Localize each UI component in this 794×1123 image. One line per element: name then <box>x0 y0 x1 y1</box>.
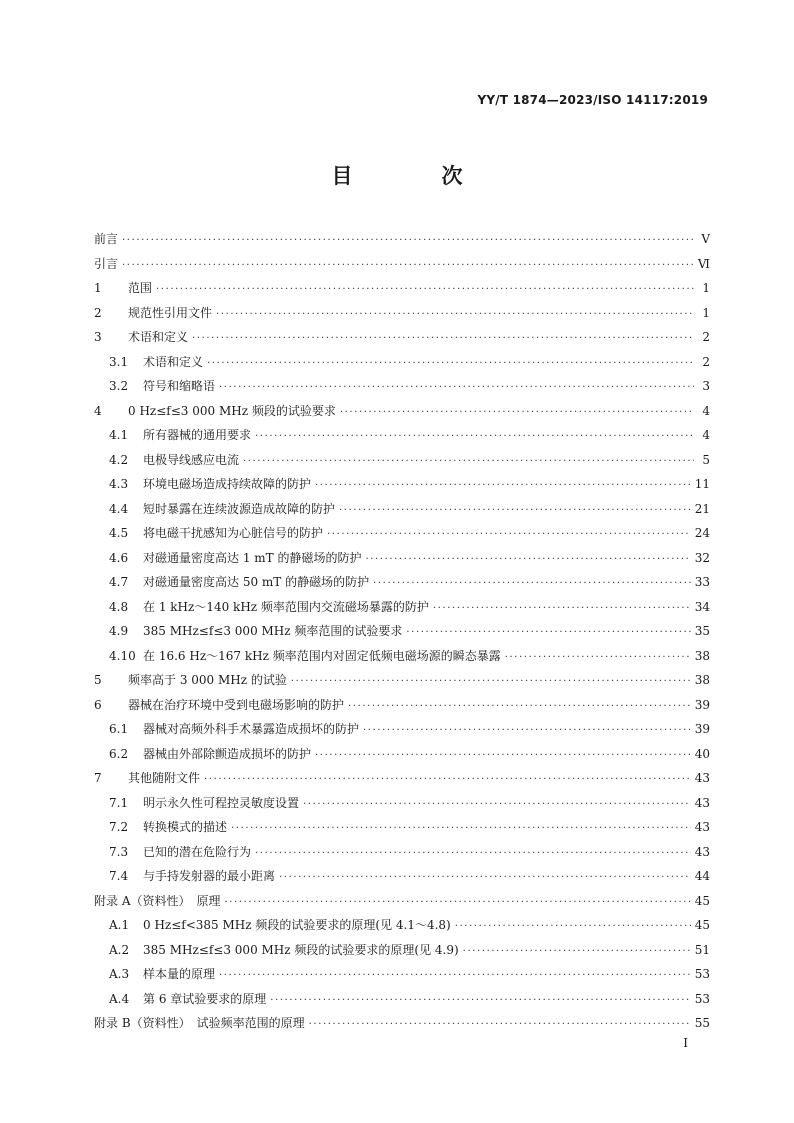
toc-entry-page: 40 <box>694 746 710 761</box>
toc-entry-page: 24 <box>694 526 710 540</box>
toc-entry-page: 35 <box>694 624 710 638</box>
toc-entry-title: 频率高于 3 000 MHz 的试验 <box>128 673 287 687</box>
toc-entry-number: 5 <box>94 673 102 687</box>
toc-leader-dots <box>309 1013 691 1038</box>
toc-entry-page: 43 <box>694 820 710 834</box>
toc-leader-dots <box>255 425 694 450</box>
toc-entry-page: 39 <box>694 697 710 712</box>
toc-leader-dots <box>122 229 694 254</box>
toc-entry-title: 器械对高频外科手术暴露造成损坏的防护 <box>143 722 360 736</box>
toc-entry[interactable] <box>94 913 710 938</box>
toc-entry-title: 环境电磁场造成持续故障的防护 <box>143 477 312 491</box>
toc-entry-title: 所有器械的通用要求 <box>143 428 252 442</box>
toc-entry[interactable] <box>94 864 710 889</box>
toc-leader-dots <box>156 278 694 303</box>
toc-entry-title: 对磁通量密度高达 1 mT 的静磁场的防护 <box>143 550 362 565</box>
toc-entry-number: 7.1 <box>109 795 129 810</box>
toc-entry-number: 4.2 <box>109 452 129 467</box>
toc-entry-page: 45 <box>694 918 710 932</box>
toc-entry-number: 6 <box>94 697 102 712</box>
toc-leader-dots <box>315 744 691 769</box>
toc-entry[interactable] <box>94 350 710 375</box>
toc-entry[interactable] <box>94 497 710 522</box>
toc-entry-page: 39 <box>694 722 710 736</box>
toc-leader-dots <box>270 989 690 1014</box>
toc-entry[interactable] <box>94 301 710 326</box>
toc-entry-title: 器械在治疗环境中受到电磁场影响的防护 <box>128 697 345 712</box>
toc-entry-page: 11 <box>694 477 710 491</box>
toc-leader-dots <box>433 597 691 622</box>
toc-entry[interactable] <box>94 693 710 718</box>
toc-entry-page: Ⅵ <box>697 256 710 271</box>
toc-leader-dots <box>219 964 691 989</box>
toc-entry[interactable] <box>94 521 710 546</box>
toc-entry[interactable] <box>94 717 710 742</box>
toc-entry-number: 4.3 <box>109 477 129 491</box>
toc-entry[interactable] <box>94 374 710 399</box>
toc-entry-number: 3.1 <box>109 354 129 369</box>
toc-entry-title: 对磁通量密度高达 50 mT 的静磁场的防护 <box>143 575 370 589</box>
toc-entry-number: 4.4 <box>109 501 129 516</box>
toc-entry[interactable] <box>94 644 710 669</box>
toc-leader-dots <box>122 254 694 279</box>
toc-entry-page: 2 <box>702 354 710 369</box>
toc-entry-title: 符号和缩略语 <box>143 379 216 393</box>
toc-entry-number: A.1 <box>109 918 130 932</box>
toc-entry-title: 将电磁干扰感知为心脏信号的防护 <box>143 526 324 540</box>
toc-leader-dots <box>463 940 691 965</box>
toc-leader-dots <box>373 572 691 597</box>
toc-entry-page: 21 <box>694 501 710 516</box>
toc-entry-title: 电极导线感应电流 <box>143 452 240 467</box>
toc-leader-dots <box>255 842 691 867</box>
toc-entry-number: 3.2 <box>109 379 129 393</box>
toc-entry-number: 7.4 <box>109 869 129 883</box>
toc-entry-number: 4 <box>94 403 102 418</box>
toc-entry-page: 32 <box>694 550 710 565</box>
toc-entry[interactable] <box>94 962 710 987</box>
toc-entry-number: 4.1 <box>109 428 129 442</box>
toc-entry-number: 4.6 <box>109 550 129 565</box>
toc-entry-title: 0 Hz≤f≤3 000 MHz 频段的试验要求 <box>128 403 336 418</box>
toc-leader-dots <box>192 327 694 352</box>
toc-entry[interactable] <box>94 987 710 1012</box>
toc-entry[interactable] <box>94 668 710 693</box>
toc-entry[interactable] <box>94 472 710 497</box>
toc-leader-dots <box>505 646 691 671</box>
toc-entry[interactable] <box>94 546 710 571</box>
toc-entry[interactable] <box>94 889 710 914</box>
toc-entry[interactable] <box>94 938 710 963</box>
toc-entry-number: A.3 <box>109 967 130 981</box>
toc-entry-page: 43 <box>694 771 710 785</box>
toc-entry-title: 前言 <box>94 232 119 246</box>
table-of-contents <box>94 227 710 1036</box>
toc-entry-number: 4.7 <box>109 575 129 589</box>
toc-entry-number: 4.9 <box>109 624 129 638</box>
toc-leader-dots <box>291 670 691 695</box>
toc-leader-dots <box>365 548 690 573</box>
toc-entry-number: 4.5 <box>109 526 129 540</box>
toc-entry-title: 明示永久性可程控灵敏度设置 <box>143 795 300 810</box>
toc-entry-page: 43 <box>694 844 710 859</box>
toc-entry-title: 样本量的原理 <box>143 967 216 981</box>
page-number: I <box>683 1036 688 1050</box>
toc-entry-title: 其他随附文件 <box>128 771 201 785</box>
toc-entry-page: 43 <box>694 795 710 810</box>
toc-leader-dots <box>339 499 691 524</box>
toc-entry-page: 34 <box>694 599 710 614</box>
toc-entry-title: 附录 B（资料性） 试验频率范围的原理 <box>94 1016 305 1030</box>
toc-entry-title: 规范性引用文件 <box>128 305 213 320</box>
toc-entry-number: 7 <box>94 771 102 785</box>
toc-entry-page: 44 <box>694 869 710 883</box>
toc-leader-dots <box>231 817 691 842</box>
toc-leader-dots <box>219 376 694 401</box>
toc-leader-dots <box>327 523 691 548</box>
toc-entry-page: 1 <box>702 281 710 295</box>
toc-entry-title: 在 16.6 Hz～167 kHz 频率范围内对固定低频电磁场源的瞬态暴露 <box>143 648 501 663</box>
toc-leader-dots <box>243 450 694 475</box>
toc-entry-number: 1 <box>94 281 102 295</box>
toc-entry[interactable] <box>94 227 710 252</box>
toc-entry[interactable] <box>94 1011 710 1036</box>
toc-entry[interactable] <box>94 766 710 791</box>
toc-entry-number: 6.2 <box>109 746 129 761</box>
standard-code: YY/T 1874—2023/ISO 14117:2019 <box>477 93 708 107</box>
toc-entry-page: 38 <box>694 673 710 687</box>
toc-entry-title: 范围 <box>128 281 153 295</box>
toc-entry-page: 3 <box>702 379 710 393</box>
toc-entry-title: 附录 A（资料性） 原理 <box>94 893 221 908</box>
toc-entry-number: 4.8 <box>109 599 129 614</box>
toc-entry-page: 53 <box>694 967 710 981</box>
toc-entry-number: 3 <box>94 330 102 344</box>
toc-leader-dots <box>340 401 694 426</box>
toc-entry-number: 2 <box>94 305 102 320</box>
toc-entry-page: 51 <box>694 942 710 957</box>
toc-entry-title: 术语和定义 <box>143 354 204 369</box>
toc-entry[interactable] <box>94 742 710 767</box>
toc-leader-dots <box>406 621 690 646</box>
toc-entry-page: 4 <box>702 403 710 418</box>
toc-leader-dots <box>455 915 691 940</box>
toc-leader-dots <box>279 866 691 891</box>
toc-entry[interactable] <box>94 619 710 644</box>
toc-entry[interactable] <box>94 840 710 865</box>
toc-leader-dots <box>348 695 691 720</box>
toc-entry[interactable] <box>94 448 710 473</box>
toc-entry[interactable] <box>94 252 710 277</box>
toc-entry-page: 38 <box>694 648 710 663</box>
toc-entry-number: A.2 <box>109 942 130 957</box>
toc-entry-page: 33 <box>694 575 710 589</box>
page-title: 目 次 <box>331 164 497 188</box>
toc-entry-number: 7.2 <box>109 820 129 834</box>
toc-entry-title: 0 Hz≤f<385 MHz 频段的试验要求的原理(见 4.1～4.8) <box>143 918 451 932</box>
toc-entry-number: 6.1 <box>109 722 129 736</box>
toc-entry-title: 引言 <box>94 256 119 271</box>
toc-leader-dots <box>207 352 694 377</box>
toc-entry[interactable] <box>94 791 710 816</box>
toc-entry-title: 转换模式的描述 <box>143 820 228 834</box>
toc-entry-page: 1 <box>702 305 710 320</box>
toc-entry-page: Ⅴ <box>701 232 710 246</box>
toc-entry[interactable] <box>94 276 710 301</box>
toc-leader-dots <box>224 891 690 916</box>
toc-entry-title: 器械由外部除颤造成损坏的防护 <box>143 746 312 761</box>
toc-leader-dots <box>363 719 691 744</box>
toc-entry-number: 4.10 <box>109 648 136 663</box>
toc-entry-title: 第 6 章试验要求的原理 <box>143 991 267 1006</box>
toc-entry-number: A.4 <box>109 991 130 1006</box>
toc-entry-title: 已知的潜在危险行为 <box>143 844 252 859</box>
toc-entry-title: 与手持发射器的最小距离 <box>143 869 276 883</box>
toc-entry[interactable] <box>94 325 710 350</box>
toc-entry-page: 5 <box>702 452 710 467</box>
toc-entry-title: 术语和定义 <box>128 330 189 344</box>
toc-leader-dots <box>315 474 691 499</box>
toc-entry[interactable] <box>94 399 710 424</box>
toc-entry[interactable] <box>94 815 710 840</box>
toc-entry-page: 4 <box>702 428 710 442</box>
toc-entry-page: 55 <box>694 1016 710 1030</box>
toc-leader-dots <box>204 768 691 793</box>
toc-entry-page: 2 <box>702 330 710 344</box>
toc-entry-title: 短时暴露在连续波源造成故障的防护 <box>143 501 336 516</box>
toc-entry[interactable] <box>94 570 710 595</box>
toc-entry-title: 385 MHz≤f≤3 000 MHz 频率范围的试验要求 <box>143 624 403 638</box>
toc-leader-dots <box>303 793 691 818</box>
toc-entry-page: 45 <box>694 893 710 908</box>
toc-entry[interactable] <box>94 423 710 448</box>
toc-entry-title: 在 1 kHz～140 kHz 频率范围内交流磁场暴露的防护 <box>143 599 429 614</box>
toc-entry-page: 53 <box>694 991 710 1006</box>
toc-entry[interactable] <box>94 595 710 620</box>
toc-leader-dots <box>216 303 694 328</box>
toc-entry-title: 385 MHz≤f≤3 000 MHz 频段的试验要求的原理(见 4.9) <box>143 942 459 957</box>
toc-entry-number: 7.3 <box>109 844 129 859</box>
